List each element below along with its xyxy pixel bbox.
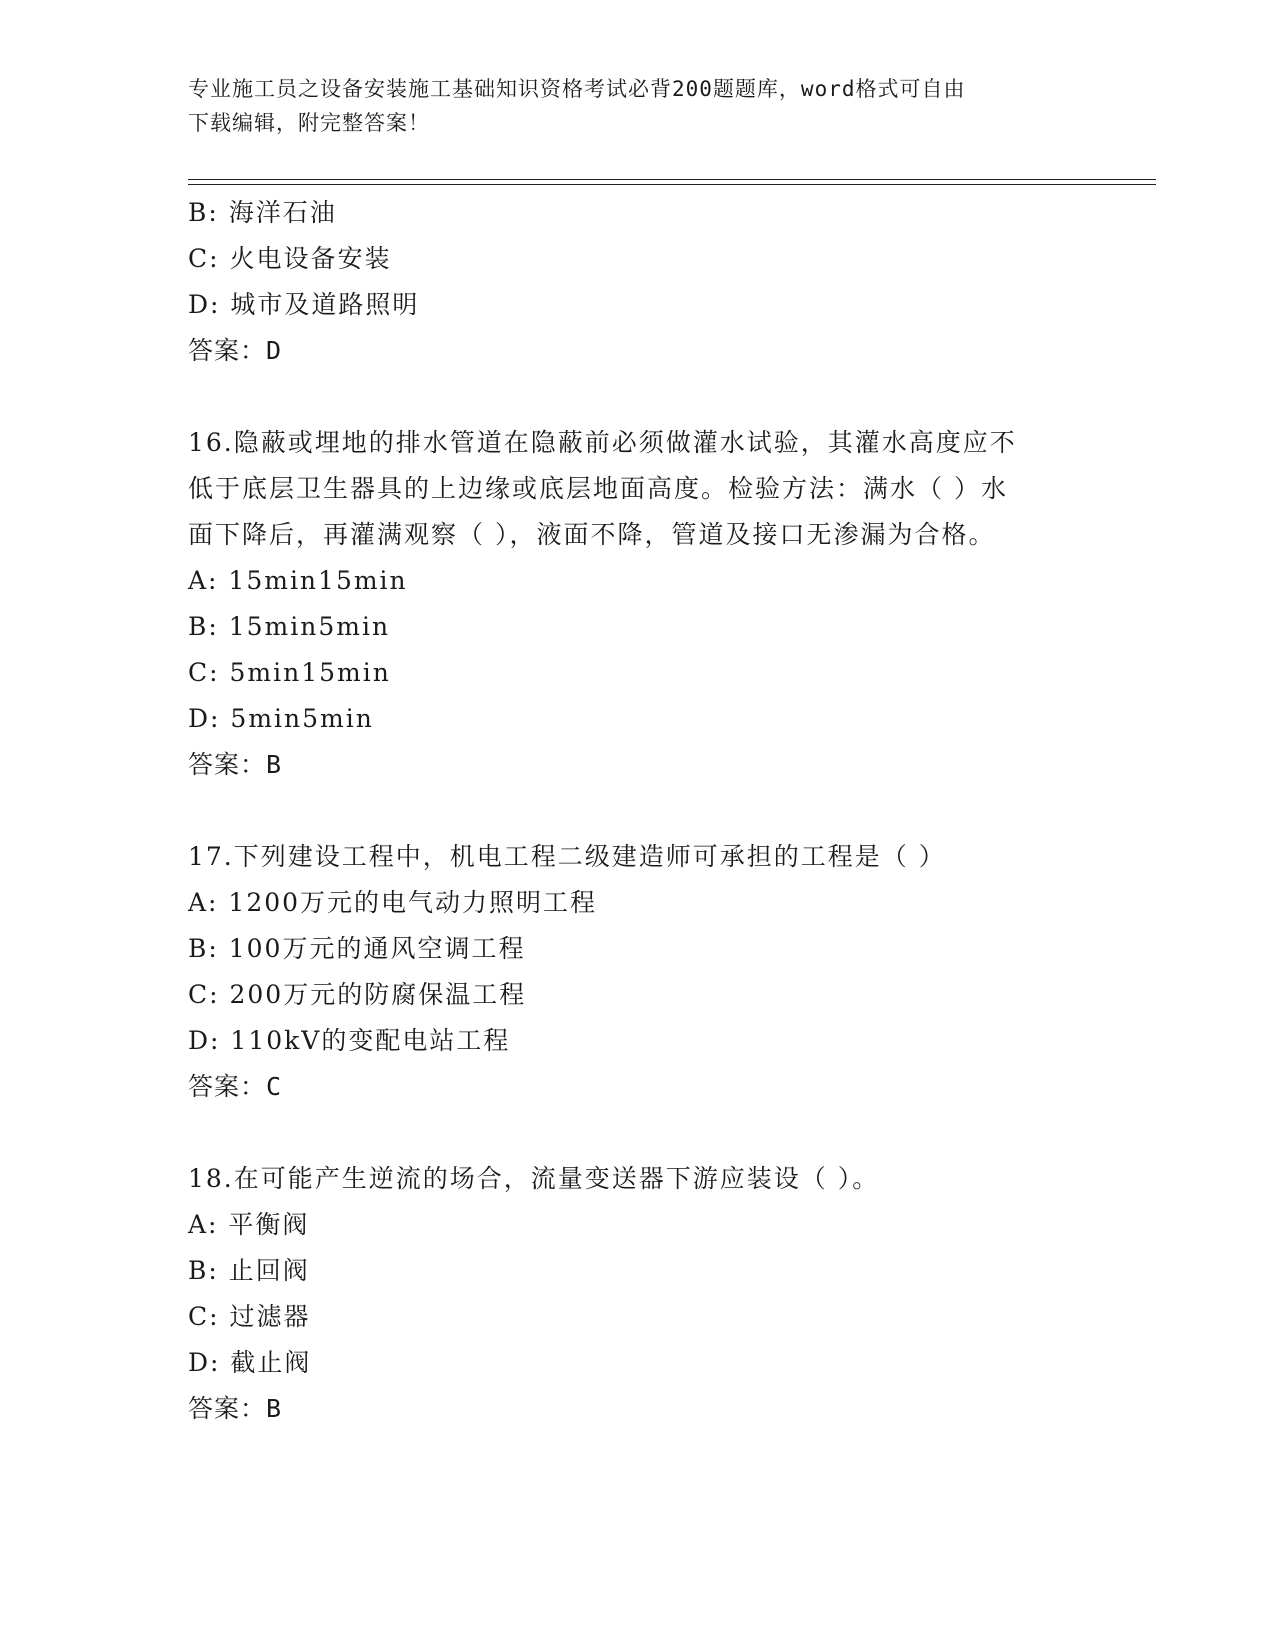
option-d: D: 110kV的变配电站工程 <box>188 1026 511 1055</box>
document-header <box>188 72 1078 140</box>
option-b: B: 100万元的通风空调工程 <box>188 934 526 963</box>
question-text-line: 16.隐蔽或埋地的排水管道在隐蔽前必须做灌水试验，其灌水高度应不 <box>188 428 1017 457</box>
option-d: D: 城市及道路照明 <box>188 290 420 319</box>
option-d: D: 截止阀 <box>188 1348 312 1377</box>
option-b: B: 海洋石油 <box>188 198 337 227</box>
option-c: C: 火电设备安装 <box>188 244 392 273</box>
question-text-line: 低于底层卫生器具的上边缘或底层地面高度。检验方法：满水（ ）水 <box>188 474 1008 503</box>
question-16 <box>188 420 1088 788</box>
header-line-2: 下载编辑，附完整答案！ <box>188 111 430 135</box>
option-c: C: 200万元的防腐保温工程 <box>188 980 527 1009</box>
question-list <box>188 190 1088 1432</box>
option-d: D: 5min5min <box>188 704 374 733</box>
spacer <box>188 788 1088 834</box>
option-b: B: 止回阀 <box>188 1256 310 1285</box>
option-a: A: 15min15min <box>188 566 408 595</box>
option-a: A: 平衡阀 <box>188 1210 310 1239</box>
option-b: B: 15min5min <box>188 612 391 641</box>
question-18 <box>188 1156 1088 1432</box>
option-c: C: 过滤器 <box>188 1302 311 1331</box>
header-divider-bottom <box>188 184 1156 185</box>
header-line-1: 专业施工员之设备安装施工基础知识资格考试必背200题题库，word格式可自由 <box>188 77 966 101</box>
question-15 <box>188 190 1088 374</box>
answer: 答案：C <box>188 1072 283 1101</box>
answer: 答案：B <box>188 1394 283 1423</box>
option-a: A: 1200万元的电气动力照明工程 <box>188 888 598 917</box>
spacer <box>188 1110 1088 1156</box>
option-c: C: 5min15min <box>188 658 391 687</box>
header-divider-top <box>188 179 1156 180</box>
question-text-line: 面下降后，再灌满观察（ ），液面不降，管道及接口无渗漏为合格。 <box>188 520 996 549</box>
question-text-line: 18.在可能产生逆流的场合，流量变送器下游应装设（ ）。 <box>188 1164 880 1193</box>
question-17 <box>188 834 1088 1110</box>
question-text-line: 17.下列建设工程中，机电工程二级建造师可承担的工程是（ ） <box>188 842 946 871</box>
answer: 答案：D <box>188 336 283 365</box>
spacer <box>188 374 1088 420</box>
answer: 答案：B <box>188 750 283 779</box>
